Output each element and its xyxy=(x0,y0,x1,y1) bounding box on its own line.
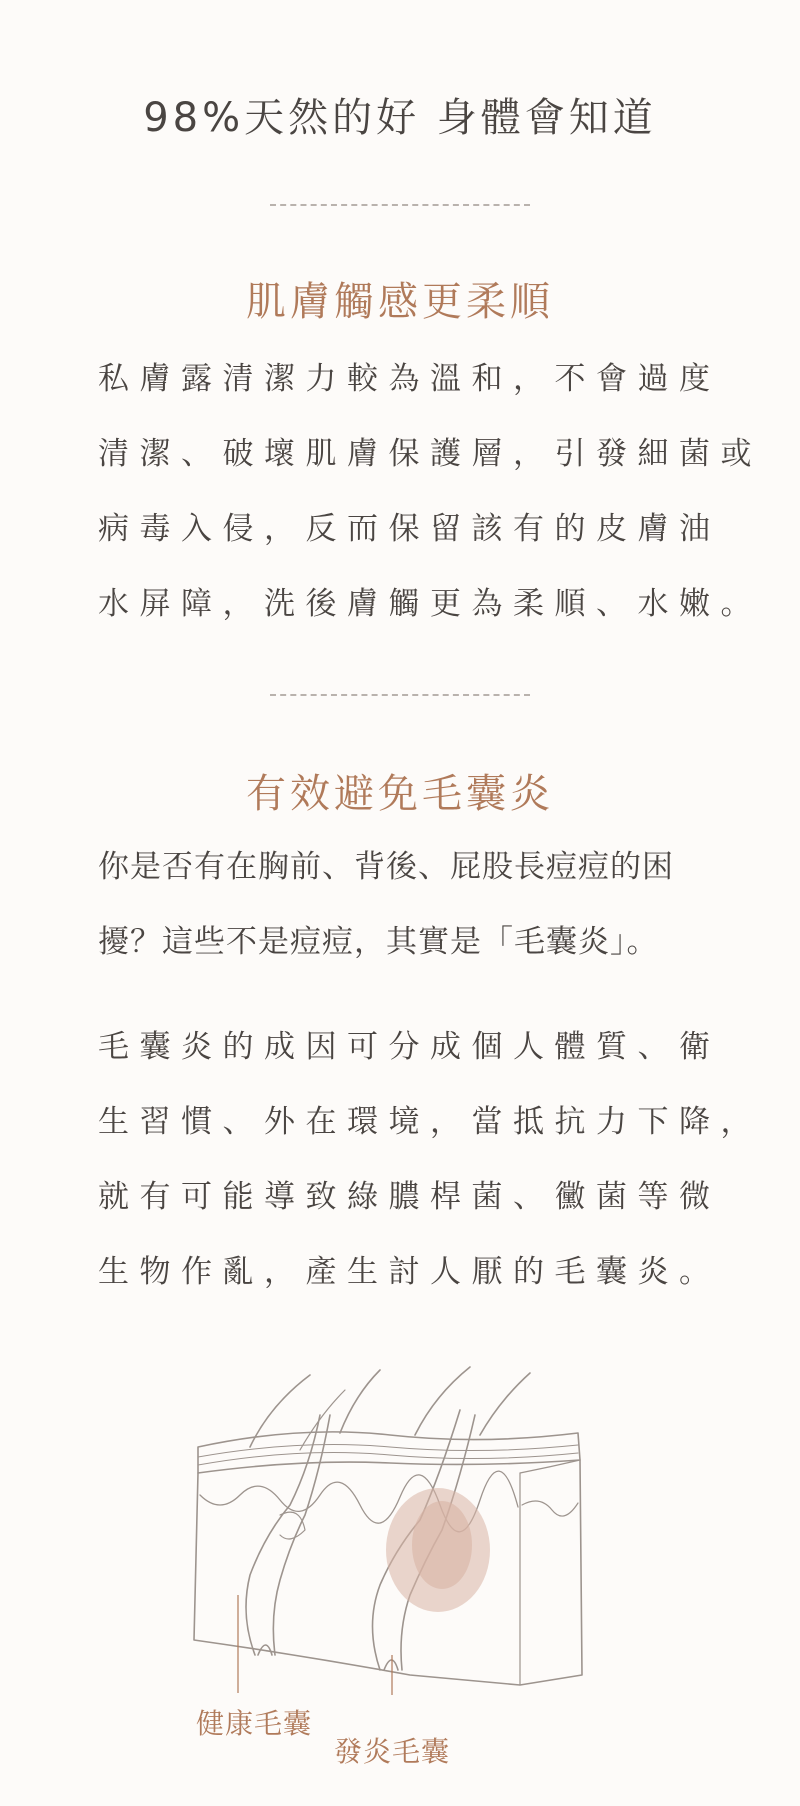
section-body-folliculitis xyxy=(98,1010,762,1310)
section-title-smooth-skin: 肌膚觸感更柔順 xyxy=(246,279,554,325)
text-line: 清潔、破壞肌膚保護層，引發細菌或 xyxy=(98,436,762,472)
text-line: 生物作亂，產生討人厭的毛囊炎。 xyxy=(98,1254,721,1290)
text-line: 生習慣、外在環境，當抵抗力下降， xyxy=(98,1104,762,1140)
section-title-folliculitis: 有效避免毛囊炎 xyxy=(246,771,554,817)
divider-top xyxy=(270,204,530,206)
label-inflamed-follicle: 發炎毛囊 xyxy=(334,1735,451,1768)
text-line: 就有可能導致綠膿桿菌、黴菌等微 xyxy=(98,1179,721,1215)
label-healthy-follicle: 健康毛囊 xyxy=(196,1707,313,1740)
headline: 98%天然的好 身體會知道 xyxy=(143,95,657,141)
text-line: 病毒入侵，反而保留該有的皮膚油 xyxy=(98,511,721,547)
divider-middle xyxy=(270,694,530,696)
text-line: 擾？這些不是痘痘，其實是「毛囊炎」。 xyxy=(98,924,659,960)
text-line: 水屏障，洗後膚觸更為柔順、水嫩。 xyxy=(98,586,762,622)
skin-cross-section-illustration xyxy=(180,1355,600,1695)
section-body-smooth-skin xyxy=(98,342,762,642)
text-line: 你是否有在胸前、背後、屁股長痘痘的困 xyxy=(98,849,674,885)
section-intro-folliculitis xyxy=(98,830,708,980)
text-line: 私膚露清潔力較為溫和，不會過度 xyxy=(98,361,721,397)
text-line: 毛囊炎的成因可分成個人體質、衛 xyxy=(98,1029,721,1065)
